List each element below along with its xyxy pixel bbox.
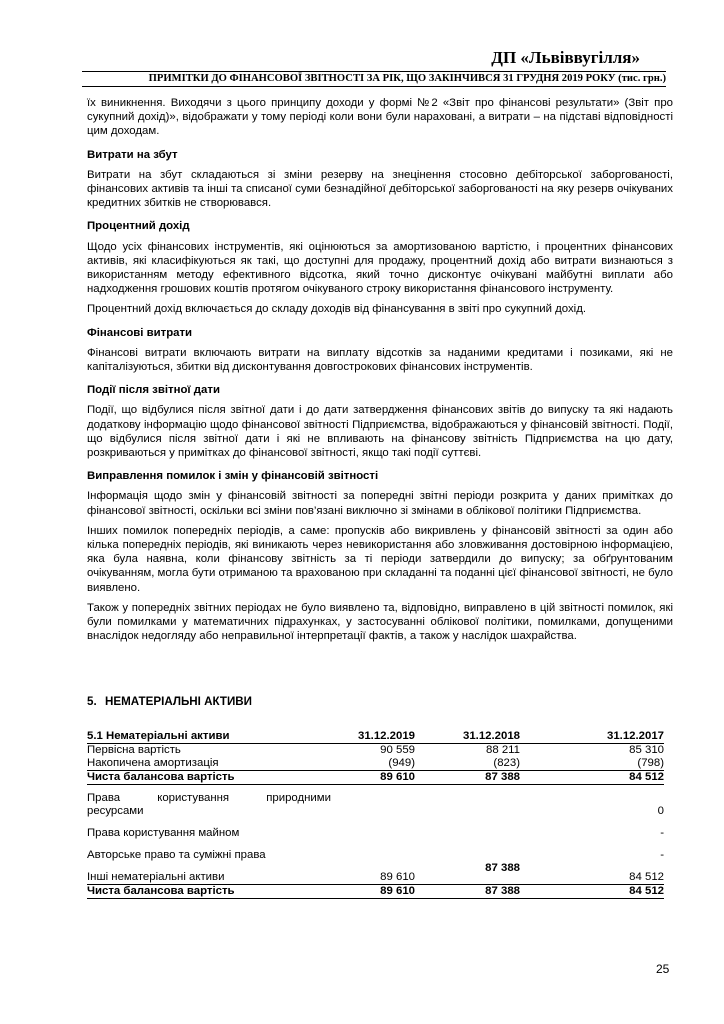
cell-2018: 87 388 [485,862,520,874]
errors-paragraph-1: Інформація щодо змін у фінансовій звітності за попередні звітні періоди розкрита у даних примітках до фінансової звітності, оскільки всі зміни пов’язані виключно зі змінами в облікової політики Підприємства. [87,490,673,517]
interest-paragraph-1: Щодо усіх фінансових інструментів, які оцінюються за амортизованою вартістю, і процентних фінансових активів, які класифікуються як такі, що доступні для продажу, процентний дохід або витрати визнаються з використанням методу ефективного відсотка, який точно дисконтує очікувані майбутні виплати або надходження грошових коштів протягом очікуваного строку використання фінансового інструменту. [87,240,673,296]
cell-2017: (798) [637,757,664,769]
row-label: Первісна вартість [87,744,181,756]
cell-2018: (823) [493,757,520,769]
header-label: 5.1 Нематеріальні активи [87,730,320,744]
sales-heading: Витрати на збут [87,148,178,161]
rights-label-line1: Права користування природними [87,792,331,804]
cell-2017: - [660,849,664,861]
total-2019: 89 610 [320,885,415,899]
section-heading [87,695,252,708]
row-label: Інші нематеріальні активи [87,871,225,883]
cell-2017: 84 512 [629,871,664,883]
total-2018: 87 388 [415,885,520,899]
report-subtitle: ПРИМІТКИ ДО ФІНАНСОВОЇ ЗВІТНОСТІ ЗА РІК, ЩО ЗАКІНЧИВСЯ 31 ГРУДНЯ 2019 РОКУ (тис. грн.) [82,71,666,87]
header-2019: 31.12.2019 [320,730,415,744]
interest-heading: Процентний дохід [87,220,190,233]
table-row [87,744,664,758]
table-row [87,757,664,771]
section-number: 5. [87,695,97,708]
cell-2017: - [660,827,664,839]
total-2019: 89 610 [320,771,415,785]
events-paragraph: Події, що відбулися після звітної дати і до дати затвердження фінансових звітів до випуску та які надають додаткову інформацію щодо фінансової звітності Підприємства, відображаються у фінансовій звітності. Події, що відбулися після звітної дати і які не впливають на фінансову звітність Підприємства на цю дату, розкриваються у примітках до фінансової звітності, якщо такі події суттєві. [87,404,673,460]
total-2017: 84 512 [520,771,664,785]
interest-paragraph-2: Процентний дохід включається до складу доходів від фінансування в звіті про сукупний дохід. [87,303,587,316]
header-2017: 31.12.2017 [520,730,664,744]
header-2018: 31.12.2018 [415,730,520,744]
document-body [87,96,673,650]
table-header-row [87,730,664,744]
table-row [87,840,664,862]
cell-2017: 0 [657,805,664,817]
page-number: 25 [656,962,670,976]
intangible-assets-table [87,730,664,899]
total-row [87,771,664,785]
cell-2019: 90 559 [380,744,415,756]
cell-2017: 85 310 [629,744,664,756]
total-2018: 87 388 [415,771,520,785]
table-row [87,792,664,818]
row-label: Авторське право та суміжні права [87,849,266,861]
row-label: Права користування майном [87,827,240,839]
errors-paragraph-3: Також у попередніх звітних періодах не було виявлено та, відповідно, виправлено в цій звітності помилок, які були помилками у математичних підрахунках, у застосуванні облікової політики, помилками, допущеними внаслідок недогляду або неправильної інтерпретації фактів, а також у наслідок шахрайства. [87,601,673,643]
events-heading: Події після звітної дати [87,384,220,397]
errors-paragraph-2: Інших помилок попередніх періодів, а саме: пропусків або викривлень у фінансовій звітності за один або кілька попередніх періодів, які виникають через невикористання або зловживання достовірною інформацією, яка була наявна, коли фінансову звітність за ті періоди затвердили до випуску; за обґрунтованим очікуванням, могла бути отриманою та врахованою при складанні та поданні цієї фінансової звітності, не було виявлено. [87,524,673,594]
sales-paragraph: Витрати на збут складаються зі зміни резерву на знецінення стосовно дебіторської заборгованості, фінансових активів та інші та списаної суми безнадійної дебіторської заборгованості на яку резерв очікуваних кредитних збитків не створювався. [87,168,673,210]
finance-paragraph: Фінансові витрати включають витрати на виплату відсотків за наданими кредитами і позиками, які не капіталізуються, збитки від дисконтування довгострокових фінансових інструментів. [87,346,673,374]
total-label: Чиста балансова вартість [87,885,320,899]
table-row [87,818,664,840]
table-row [87,862,664,885]
finance-heading: Фінансові витрати [87,326,193,339]
intro-paragraph: їх виникнення. Виходячи з цього принципу доходи у формі №2 «Звіт про фінансові результати» (Звіт про сукупний дохід)», відображати у тому періоді коли вони були нараховані, а витрати – на підставі відповідності цим доходам. [87,97,673,138]
section-title: НЕМАТЕРІАЛЬНІ АКТИВИ [105,695,252,708]
row-label [87,792,415,818]
rights-label-line2: ресурсами [87,805,144,817]
total-row [87,885,664,899]
cell-2018: 88 211 [486,744,520,756]
cell-2019: (949) [388,757,415,769]
row-label: Накопичена амортизація [87,757,219,769]
errors-heading: Виправлення помилок і змін у фінансовій звітності [87,470,379,483]
company-title: ДП «Львіввугілля» [491,48,640,67]
cell-2019: 89 610 [380,871,415,883]
total-2017: 84 512 [520,885,664,899]
total-label: Чиста балансова вартість [87,771,320,785]
